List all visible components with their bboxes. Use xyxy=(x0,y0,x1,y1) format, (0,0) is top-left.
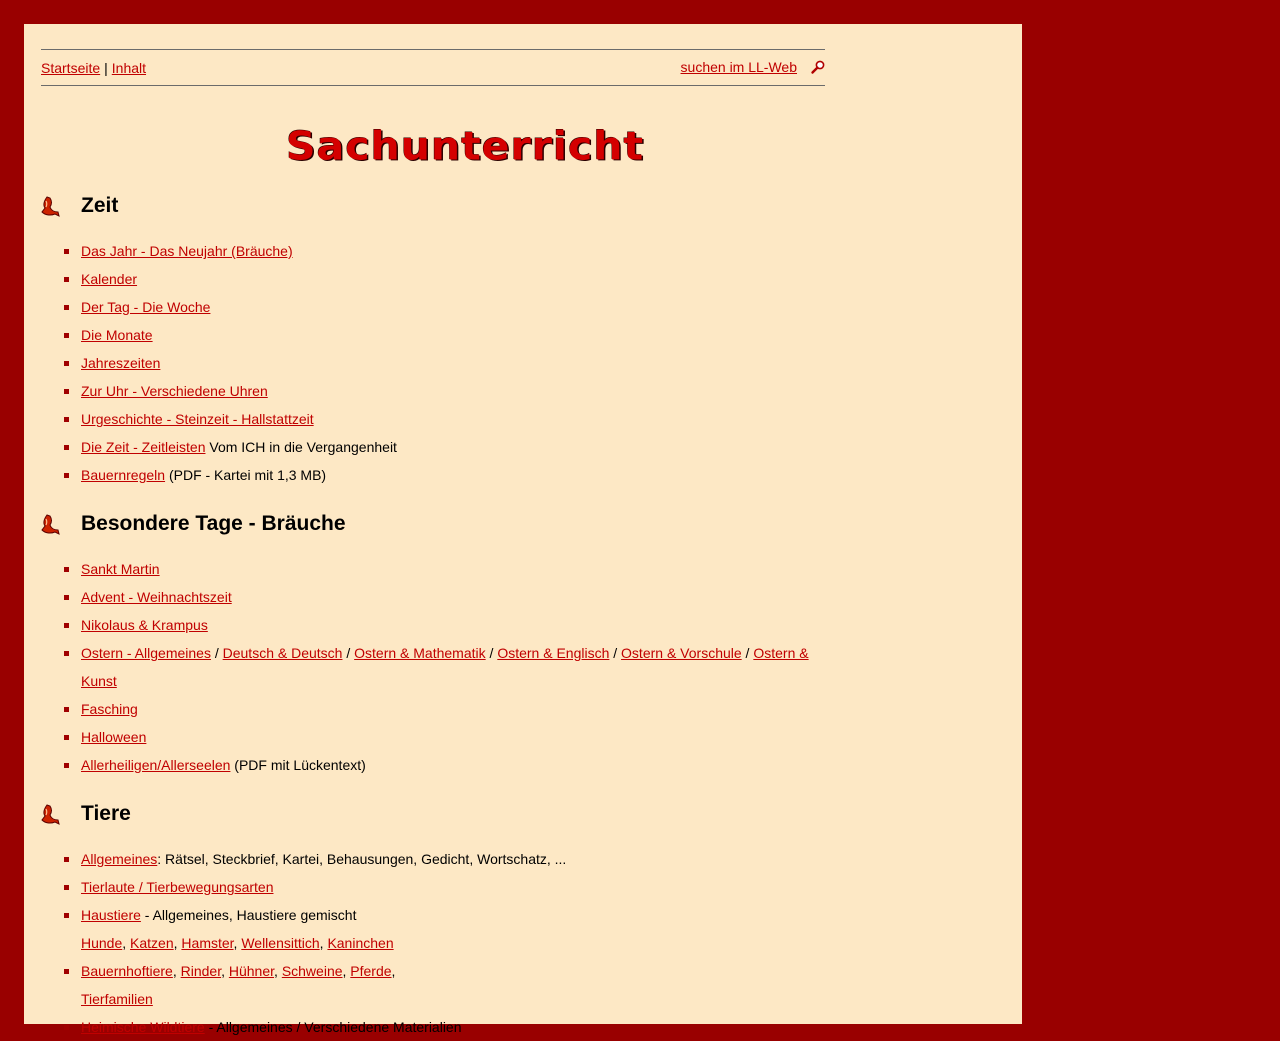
item-link[interactable]: Urgeschichte - Steinzeit - Hallstattzeit xyxy=(81,411,314,427)
list-item xyxy=(81,583,825,611)
link-separator: / xyxy=(609,645,622,661)
item-link[interactable]: Kalender xyxy=(81,271,138,287)
item-link[interactable]: Kunst xyxy=(81,673,117,689)
nav-separator: | xyxy=(104,60,108,76)
home-link[interactable]: Startseite xyxy=(41,60,101,76)
item-link[interactable]: Halloween xyxy=(81,729,147,745)
list-item xyxy=(81,723,825,751)
section-bullet-icon xyxy=(41,195,61,219)
bullet-icon xyxy=(64,1025,69,1030)
link-separator: , xyxy=(173,935,182,951)
item-link[interactable]: Sankt Martin xyxy=(81,561,160,577)
content xyxy=(41,24,825,1035)
bullet-icon xyxy=(64,969,69,974)
list-item xyxy=(81,555,825,583)
list-item xyxy=(81,1013,825,1041)
link-separator: / xyxy=(485,645,498,661)
item-link[interactable]: Ostern - Allgemeines xyxy=(81,645,211,661)
item-list xyxy=(81,237,825,489)
bullet-icon xyxy=(64,417,69,422)
item-link[interactable]: Ostern & Vorschule xyxy=(621,645,742,661)
bullet-icon xyxy=(64,277,69,282)
link-separator: , xyxy=(221,963,229,979)
bullet-icon xyxy=(64,473,69,478)
bullet-icon xyxy=(64,389,69,394)
site-search xyxy=(681,59,825,75)
section-bullet-icon xyxy=(41,513,61,537)
list-item xyxy=(81,321,825,349)
bullet-icon xyxy=(64,361,69,366)
item-link[interactable]: Kaninchen xyxy=(327,935,394,951)
item-link[interactable]: Ostern & xyxy=(753,645,809,661)
section-title: Tiere xyxy=(81,802,131,825)
item-link[interactable]: Die Zeit - Zeitleisten xyxy=(81,439,206,455)
item-link[interactable]: Wellensittich xyxy=(241,935,320,951)
item-link[interactable]: Rinder xyxy=(180,963,222,979)
bullet-icon xyxy=(64,707,69,712)
list-item xyxy=(81,901,825,957)
item-link[interactable]: Die Monate xyxy=(81,327,153,343)
section-title: Besondere Tage - Bräuche xyxy=(81,512,346,535)
item-link[interactable]: Fasching xyxy=(81,701,138,717)
bullet-icon xyxy=(64,595,69,600)
link-separator: , xyxy=(342,963,351,979)
bullet-icon xyxy=(64,763,69,768)
bullet-icon xyxy=(64,913,69,918)
item-note: : Rätsel, Steckbrief, Kartei, Behausungen, Gedicht, Wortschatz, ... xyxy=(157,851,567,867)
bullet-icon xyxy=(64,651,69,656)
item-link[interactable]: Jahreszeiten xyxy=(81,355,161,371)
list-item xyxy=(81,405,825,433)
bullet-icon xyxy=(64,333,69,338)
list-item xyxy=(81,433,825,461)
item-link[interactable]: Ostern & Mathematik xyxy=(354,645,486,661)
search-link[interactable]: suchen im LL-Web xyxy=(680,59,797,75)
list-item xyxy=(81,293,825,321)
item-link[interactable]: Nikolaus & Krampus xyxy=(81,617,208,633)
list-item xyxy=(81,845,825,873)
magnifier-icon[interactable] xyxy=(811,60,825,74)
item-note: - Allgemeines, Haustiere gemischt xyxy=(140,907,357,923)
item-note: - Allgemeines / Verschiedene Materialien xyxy=(204,1019,462,1035)
item-link[interactable]: Tierfamilien xyxy=(81,991,153,1007)
item-link[interactable]: Hühner xyxy=(228,963,275,979)
contents-link[interactable]: Inhalt xyxy=(111,60,147,76)
item-link[interactable]: Advent - Weihnachtszeit xyxy=(81,589,232,605)
item-note: (PDF mit Lückentext) xyxy=(230,757,366,773)
link-separator: , xyxy=(122,935,131,951)
item-link[interactable]: Ostern & Englisch xyxy=(497,645,610,661)
list-item xyxy=(81,377,825,405)
item-link[interactable]: Hunde xyxy=(81,935,123,951)
list-item xyxy=(81,611,825,639)
item-link[interactable]: Pferde xyxy=(350,963,392,979)
item-link[interactable]: Hamster xyxy=(181,935,234,951)
list-item xyxy=(81,237,825,265)
link-separator: , xyxy=(319,935,328,951)
list-item xyxy=(81,957,825,1013)
breadcrumb xyxy=(41,60,146,76)
list-item xyxy=(81,461,825,489)
link-separator: , xyxy=(391,963,396,979)
item-link[interactable]: Schweine xyxy=(281,963,343,979)
page-body xyxy=(24,24,1022,1035)
item-link[interactable]: Zur Uhr - Verschiedene Uhren xyxy=(81,383,268,399)
item-link[interactable]: Das Jahr - Das Neujahr (Bräuche) xyxy=(81,243,293,259)
item-link[interactable]: Deutsch & Deutsch xyxy=(222,645,343,661)
item-note: (PDF - Kartei mit 1,3 MB) xyxy=(165,467,327,483)
bullet-icon xyxy=(64,567,69,572)
bullet-icon xyxy=(64,445,69,450)
list-item xyxy=(81,639,825,695)
link-separator: / xyxy=(741,645,754,661)
section-bullet-icon xyxy=(41,803,61,827)
bullet-icon xyxy=(64,885,69,890)
item-link[interactable]: Allerheiligen/Allerseelen xyxy=(81,757,231,773)
page-logo: Sachunterricht xyxy=(286,123,645,169)
bullet-icon xyxy=(64,249,69,254)
bullet-icon xyxy=(64,305,69,310)
item-note: Vom ICH in die Vergangenheit xyxy=(205,439,397,455)
item-link[interactable]: Bauernhoftiere xyxy=(81,963,173,979)
item-link[interactable]: Der Tag - Die Woche xyxy=(81,299,211,315)
link-separator: , xyxy=(274,963,282,979)
item-list xyxy=(81,845,825,1041)
list-item xyxy=(81,349,825,377)
top-nav-bar xyxy=(41,49,825,86)
section-title: Zeit xyxy=(81,194,119,217)
link-separator: / xyxy=(342,645,355,661)
bullet-icon xyxy=(64,735,69,740)
link-separator: , xyxy=(172,963,181,979)
item-link[interactable]: Katzen xyxy=(130,935,174,951)
list-item xyxy=(81,265,825,293)
link-separator: , xyxy=(233,935,242,951)
link-separator: / xyxy=(210,645,223,661)
item-link[interactable]: Haustiere xyxy=(81,907,141,923)
item-link[interactable]: Heimische Wildtiere xyxy=(81,1019,205,1035)
item-link[interactable]: Allgemeines xyxy=(81,851,158,867)
item-link[interactable]: Tierlaute / Tierbewegungsarten xyxy=(81,879,274,895)
item-list xyxy=(81,555,825,779)
list-item xyxy=(81,695,825,723)
bullet-icon xyxy=(64,857,69,862)
list-item xyxy=(81,751,825,779)
bullet-icon xyxy=(64,623,69,628)
list-item xyxy=(81,873,825,901)
item-link[interactable]: Bauernregeln xyxy=(81,467,166,483)
